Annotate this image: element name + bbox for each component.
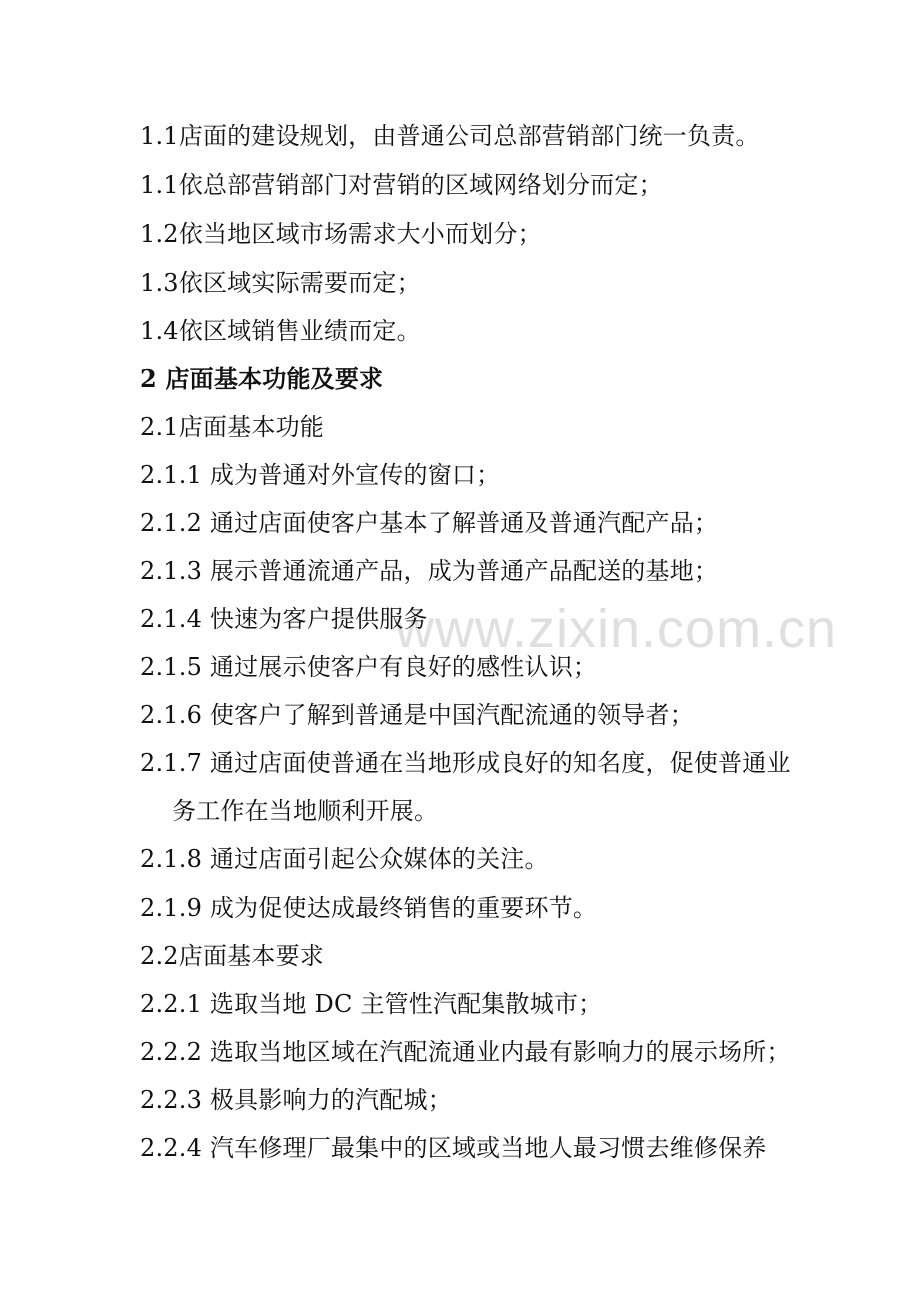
- paragraph-line: 2.2.3 极具影响力的汽配城；: [140, 1086, 452, 1114]
- paragraph-line: 2.2.4 汽车修理厂最集中的区域或当地人最习惯去维修保养: [140, 1134, 767, 1162]
- section-heading: 2 店面基本功能及要求: [140, 364, 384, 393]
- paragraph-line: 2.1.9 成为促使达成最终销售的重要环节。: [140, 894, 598, 922]
- subsection-heading: 2.1店面基本功能: [140, 413, 324, 441]
- paragraph-line: 2.1.7 通过店面使普通在当地形成良好的知名度，促使普通业: [140, 749, 791, 777]
- paragraph-line: 2.1.4 快速为客户提供服务: [140, 605, 428, 633]
- paragraph-line: 1.4依区域销售业绩而定。: [140, 317, 421, 345]
- watermark-text: www.zixin.com.cn: [395, 599, 838, 659]
- paragraph-line: 2.1.5 通过展示使客户有良好的感性认识；: [140, 653, 598, 681]
- paragraph-line: 2.2.2 选取当地区域在汽配流通业内最有影响力的展示场所；: [140, 1038, 791, 1066]
- paragraph-line: 1.1店面的建设规划，由普通公司总部营销部门统一负责。: [140, 122, 760, 150]
- paragraph-line: 2.1.8 通过店面引起公众媒体的关注。: [140, 845, 549, 873]
- paragraph-line: 1.2依当地区域市场需求大小而划分；: [140, 220, 542, 248]
- paragraph-line: 2.1.2 通过店面使客户基本了解普通及普通汽配产品；: [140, 509, 719, 537]
- paragraph-line: 1.3依区域实际需要而定；: [140, 269, 421, 297]
- paragraph-line-continuation: 务工作在当地顺利开展。: [172, 797, 439, 825]
- paragraph-line: 2.1.3 展示普通流通产品，成为普通产品配送的基地；: [140, 557, 719, 585]
- paragraph-line: 1.1依总部营销部门对营销的区域网络划分而定；: [140, 171, 663, 199]
- paragraph-line: 2.2.1 选取当地 DC 主管性汽配集散城市；: [140, 990, 603, 1018]
- paragraph-line: 2.1.1 成为普通对外宣传的窗口；: [140, 461, 501, 489]
- paragraph-line: 2.1.6 使客户了解到普通是中国汽配流通的领导者；: [140, 701, 694, 729]
- subsection-heading: 2.2店面基本要求: [140, 942, 324, 970]
